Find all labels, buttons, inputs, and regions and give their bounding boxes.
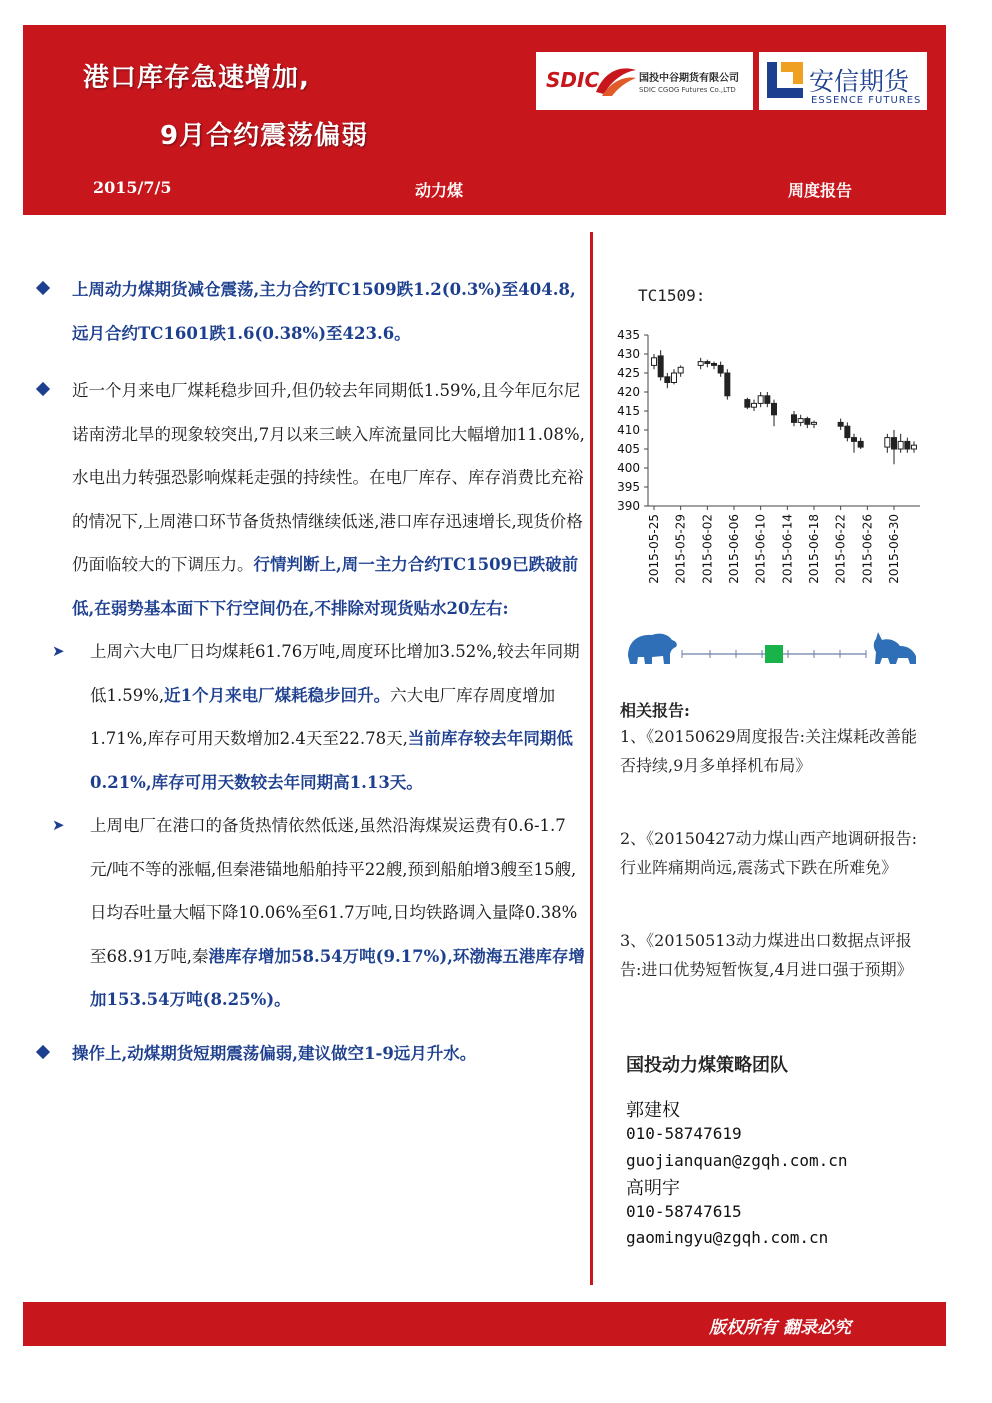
bear-bull-indicator: [626, 626, 918, 670]
essence-logo-en: ESSENCE FUTURES: [811, 95, 922, 106]
candle-body: [665, 377, 670, 383]
x-tick-label: 2015-06-18: [807, 514, 821, 584]
x-tick-label: 2015-06-22: [833, 514, 848, 584]
y-tick-label: 420: [617, 385, 640, 399]
essence-mark-icon: [765, 60, 805, 100]
summary-paragraph: [36, 268, 586, 355]
report-title-line2: 9月合约震荡偏弱: [160, 121, 369, 151]
copyright-text: 版权所有 翻录必究: [709, 1318, 851, 1338]
x-tick-label: 2015-06-02: [700, 514, 715, 584]
report-title-line1: 港口库存急速增加,: [83, 63, 310, 93]
arrow-bullet-icon: ➤: [52, 642, 65, 660]
report-date: 2015/7/5: [93, 178, 172, 197]
port-text-b: 港库存增加58.54万吨(9.17%),环渤海五港库存增加153.54万吨(8.25%)。: [90, 946, 585, 1009]
sdic-swoosh-icon: [594, 64, 638, 98]
indicator-position-marker: [765, 645, 783, 663]
y-tick-label: 395: [617, 480, 640, 494]
sdic-logo-en: SDIC CGOG Futures Co.,LTD: [639, 86, 736, 94]
report-category: 动力煤: [415, 181, 464, 200]
x-tick-label: 2015-05-25: [647, 514, 661, 584]
candle-body: [858, 441, 863, 447]
candle-body: [705, 362, 710, 364]
candle-body: [838, 422, 843, 426]
tc1509-candlestick-chart: [596, 316, 926, 606]
x-tick-label: 2015-05-29: [673, 514, 688, 584]
y-tick-label: 425: [617, 366, 640, 380]
candle-body: [718, 365, 723, 373]
power-plant-text-c: 六大电厂库存周度增加1.71%,库存可用天数增加2.4天至22.78天,: [90, 685, 556, 748]
power-plant-paragraph: [36, 630, 586, 804]
candle-body: [892, 438, 897, 449]
candle-body: [765, 396, 770, 404]
analyst-phone: 010-58747615: [626, 1202, 742, 1221]
candle-body: [698, 362, 703, 366]
analyst-name: 高明宇: [626, 1178, 680, 1199]
essence-logo: [759, 52, 927, 110]
team-title: 国投动力煤策略团队: [626, 1055, 788, 1076]
y-tick-label: 430: [617, 347, 640, 361]
candle-body: [792, 415, 797, 423]
analyst-email[interactable]: guojianquan@zgqh.com.cn: [626, 1151, 848, 1170]
column-divider: [590, 232, 593, 1285]
candle-body: [658, 356, 663, 377]
analyst-email[interactable]: gaomingyu@zgqh.com.cn: [626, 1228, 829, 1247]
essence-logo-cn: 安信期货: [809, 67, 910, 96]
strategy-text: 操作上,动煤期货短期震荡偏弱,建议做空1-9远月升水。: [72, 1043, 477, 1063]
chart-title: TC1509:: [638, 286, 706, 305]
diamond-bullet-icon: [36, 382, 50, 396]
y-tick-label: 410: [617, 423, 640, 437]
analysis-text: 近一个月来电厂煤耗稳步回升,但仍较去年同期低1.59%,且今年厄尔尼诺南涝北旱的现象较突出,7月以来三峡入库流量同比大幅增加11.08%,水电出力转强恐影响煤耗走强的持续性。在电厂库存、库存消费比充裕的情况下,上周港口环节备货热情继续低迷,港口库存迅速增长,现货价格仍面临较大的下调压力。: [72, 381, 585, 574]
y-tick-label: 415: [617, 404, 640, 418]
main-content: [36, 268, 586, 1075]
diamond-bullet-icon: [36, 1044, 50, 1058]
candle-body: [752, 403, 757, 407]
candle-body: [678, 367, 683, 373]
report-footer: [23, 1302, 946, 1346]
candle-body: [758, 396, 763, 404]
report-type: 周度报告: [788, 181, 853, 200]
y-tick-label: 400: [617, 461, 640, 475]
bear-icon: [628, 634, 677, 664]
analyst-phone: 010-58747619: [626, 1124, 742, 1143]
market-judgement-text: 行情判断上,周一主力合约TC1509已跌破前低,在弱势基本面下下行空间仍在,不排除对现货贴水20左右:: [72, 555, 579, 618]
sdic-logo-mark: SDIC: [546, 68, 600, 92]
analysis-paragraph: [36, 369, 586, 630]
y-tick-label: 405: [617, 442, 640, 456]
candle-body: [672, 373, 677, 383]
candle-body: [798, 419, 803, 423]
report-header: [23, 25, 946, 215]
related-reports-title: 相关报告:: [620, 701, 690, 720]
candle-body: [652, 358, 657, 366]
candle-body: [712, 364, 717, 366]
strategy-paragraph: [36, 1032, 586, 1076]
candle-body: [772, 403, 777, 414]
y-tick-label: 390: [617, 499, 640, 513]
x-tick-label: 2015-06-06: [727, 514, 741, 584]
analyst-name: 郭建权: [626, 1100, 680, 1121]
candle-body: [845, 426, 850, 437]
y-tick-label: 435: [617, 328, 640, 342]
sdic-logo-cn: 国投中谷期货有限公司: [639, 73, 739, 84]
related-report-link[interactable]: 2、《20150427动力煤山西产地调研报告:行业阵痛期尚远,震荡式下跌在所难免》: [620, 829, 918, 877]
candle-body: [725, 373, 730, 396]
sdic-logo: [536, 52, 753, 110]
summary-text: 上周动力煤期货减仓震荡,主力合约TC1509跌1.2(0.3%)至404.8,远月合约TC1601跌1.6(0.38%)至423.6。: [72, 280, 576, 343]
diamond-bullet-icon: [36, 281, 50, 295]
power-plant-text-a: 上周六大电厂日均煤耗61.76万吨,周度环比增加3.52%,较去年同期低1.59%,: [90, 642, 580, 705]
x-tick-label: 2015-06-14: [780, 514, 795, 584]
bull-icon: [874, 632, 916, 664]
candle-body: [812, 422, 817, 424]
power-plant-text-b: 近1个月来电厂煤耗稳步回升。: [164, 685, 391, 705]
candle-body: [745, 400, 750, 408]
related-report-link[interactable]: 3、《20150513动力煤进出口数据点评报告:进口优势短暂恢复,4月进口强于预期》: [620, 931, 913, 979]
candle-body: [898, 441, 903, 449]
related-report-link[interactable]: 1、《20150629周度报告:关注煤耗改善能否持续,9月多单择机布局》: [620, 727, 918, 775]
port-paragraph: [36, 804, 586, 1022]
candle-body: [905, 441, 910, 449]
port-text-a: 上周电厂在港口的备货热情依然低迷,虽然沿海煤炭运费有0.6-1.7元/吨不等的涨幅,但秦港锚地船舶持平22艘,预到船舶增3艘至15艘,日均吞吐量大幅下降10.06%至61.7万吨,日均铁路调入量降0.38%至68.91万吨,秦: [90, 816, 578, 966]
candle-body: [885, 438, 890, 448]
arrow-bullet-icon: ➤: [52, 816, 65, 834]
candle-body: [852, 438, 857, 442]
candle-body: [805, 419, 810, 425]
x-tick-label: 2015-06-26: [860, 514, 875, 584]
x-tick-label: 2015-06-30: [887, 514, 901, 584]
x-tick-label: 2015-06-10: [753, 514, 768, 584]
candle-body: [912, 445, 917, 449]
power-plant-text-d: 当前库存较去年同期低0.21%,库存可用天数较去年同期高1.13天。: [90, 729, 573, 792]
